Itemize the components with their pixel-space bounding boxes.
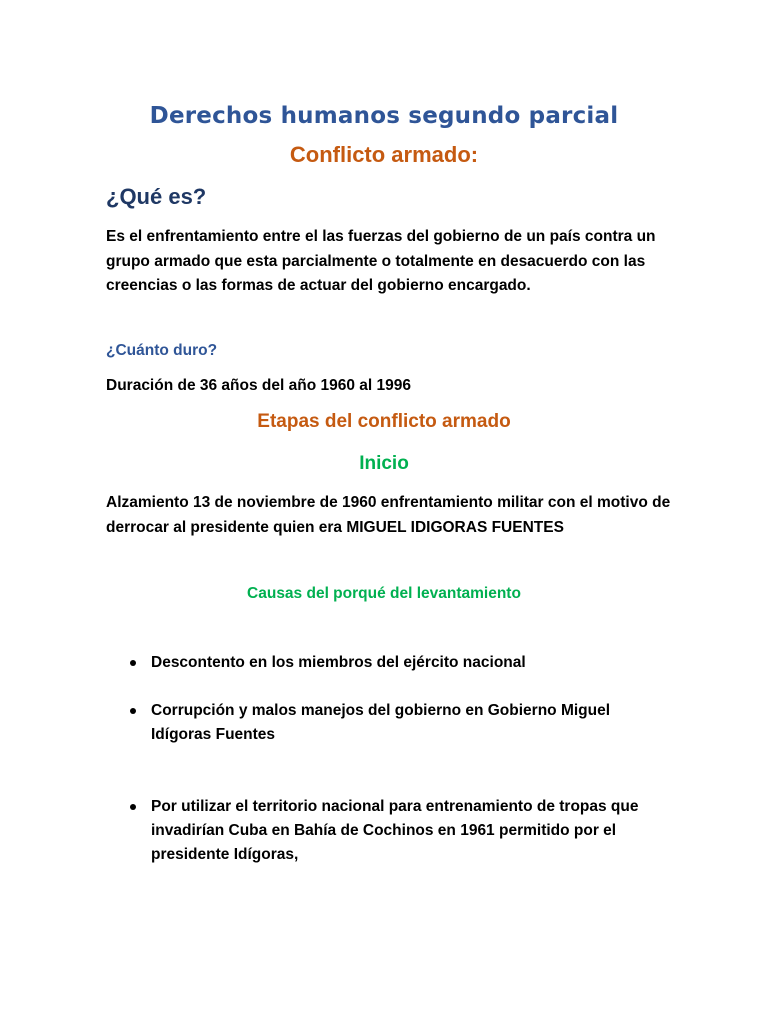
list-item [151, 795, 651, 867]
section-heading-cuanto-duro: ¿Cuánto duro? [106, 342, 218, 359]
list-item [151, 699, 651, 747]
bullet-icon [130, 804, 136, 810]
list-item-text: Por utilizar el territorio nacional para entrenamiento de tropas que invadirían Cuba en Bahía de Cochinos en 1961 permitido por el presidente Idígoras, [151, 798, 639, 863]
list-item [151, 651, 651, 675]
paragraph-inicio: Alzamiento 13 de noviembre de 1960 enfrentamiento militar con el motivo de derrocar al presidente quien era MIGUEL IDIGORAS FUENTES [106, 494, 671, 536]
section-heading-que-es: ¿Qué es? [106, 184, 207, 209]
section-heading-causas: Causas del porqué del levantamiento [247, 585, 521, 602]
bullet-icon [130, 708, 136, 714]
section-heading-etapas: Etapas del conflicto armado [257, 411, 511, 432]
list-item-text: Corrupción y malos manejos del gobierno en Gobierno Miguel Idígoras Fuentes [151, 702, 611, 743]
paragraph-duration: Duración de 36 años del año 1960 al 1996 [106, 377, 411, 394]
document-title: Derechos humanos segundo parcial [149, 103, 619, 129]
list-item-text: Descontento en los miembros del ejército nacional [151, 654, 526, 671]
document-subtitle: Conflicto armado: [289, 142, 479, 167]
bullet-icon [130, 660, 136, 666]
paragraph-definition: Es el enfrentamiento entre el las fuerzas del gobierno de un país contra un grupo armado que esta parcialmente o totalmente en desacuerdo con las creencias o las formas de actuar del gobierno encargado. [106, 228, 656, 294]
section-heading-inicio: Inicio [359, 453, 409, 474]
